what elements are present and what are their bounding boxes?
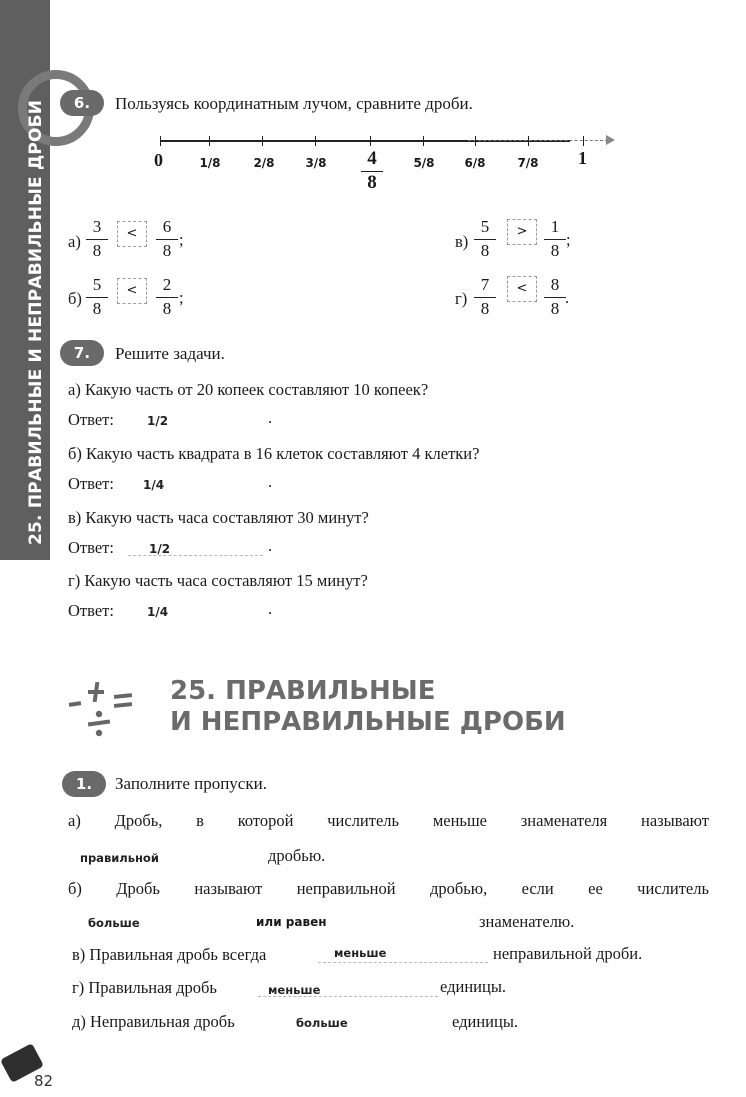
answer-v-value[interactable]: 1/2: [149, 542, 171, 556]
side-tab-text: 25. ПРАВИЛЬНЫЕ И НЕПРАВИЛЬНЫЕ ДРОБИ: [26, 99, 46, 545]
answer-label: Ответ:: [68, 538, 114, 557]
ray-tick-3: [315, 136, 316, 146]
fill-d-answer[interactable]: меньше: [268, 983, 321, 997]
fill-a-text: а) Дробь, в которой числитель меньше знаменателя называют: [68, 811, 709, 830]
item-letter: г): [455, 289, 468, 308]
task-1-title: Заполните пропуски.: [115, 774, 267, 793]
answer-end-dot: .: [268, 472, 273, 491]
fill-b-mid-text: или равен: [256, 915, 327, 929]
task-7-title: Решите задачи.: [115, 344, 225, 363]
ray-arrow-icon: [606, 135, 615, 145]
fraction-bar: [474, 297, 496, 298]
task-1-badge: 1.: [62, 771, 106, 797]
comparison-sign-box[interactable]: <: [117, 278, 147, 304]
answer-a-value[interactable]: 1/2: [147, 414, 169, 428]
fraction-bar: [86, 239, 108, 240]
ray-tick-6: [475, 136, 476, 146]
ray-tick-label: 1/8: [199, 156, 221, 170]
left-fraction: [84, 276, 110, 318]
fraction-denominator: 8: [480, 299, 490, 319]
answer-label: Ответ:: [68, 474, 114, 493]
section-title-line1: 25. ПРАВИЛЬНЫЕ: [170, 676, 436, 706]
item-end-punct: ;: [179, 230, 184, 249]
task-7-badge: 7.: [60, 340, 104, 366]
answer-label: Ответ:: [68, 601, 114, 620]
ray-tick-label: 5/8: [413, 156, 435, 170]
answer-end-dot: .: [268, 599, 273, 618]
fill-b-tail: знаменателю.: [479, 912, 575, 931]
fill-e-tail: единицы.: [452, 1012, 519, 1031]
fill-a-answer[interactable]: правильной: [80, 851, 159, 865]
ray-tick-label: 7/8: [517, 156, 539, 170]
fraction-denominator: 8: [92, 299, 102, 319]
fill-d-underline: [258, 996, 438, 997]
fill-c-underline: [318, 962, 488, 963]
ray-tick-5: [423, 136, 424, 146]
fraction-numerator: 3: [92, 217, 102, 236]
question-g: г) Какую часть часа составляют 15 минут?: [68, 571, 368, 590]
fraction-bar: [156, 297, 178, 298]
right-fraction: [154, 276, 180, 318]
answer-underline: [128, 555, 263, 556]
comparison-sign-box[interactable]: <: [507, 276, 537, 302]
fill-c-answer[interactable]: меньше: [334, 946, 387, 960]
question-v: в) Какую часть часа составляют 30 минут?: [68, 508, 369, 527]
item-end-punct: .: [565, 288, 570, 307]
answer-label: Ответ:: [68, 410, 114, 429]
item-end-punct: ;: [566, 230, 571, 249]
fraction-numerator: 1: [550, 217, 560, 236]
fraction-bar: [544, 239, 566, 240]
question-b: б) Какую часть квадрата в 16 клеток составляют 4 клетки?: [68, 444, 480, 463]
fill-d-tail: единицы.: [440, 977, 507, 996]
page-number: 82: [34, 1072, 54, 1090]
fill-d-text: г) Правильная дробь: [72, 978, 217, 997]
fraction-numerator: 5: [92, 275, 102, 294]
task-6-badge: 6.: [60, 90, 104, 116]
item-letter: б): [68, 289, 82, 308]
right-fraction: [542, 218, 568, 260]
answer-end-dot: .: [268, 408, 273, 427]
ray-start-label: 0: [154, 150, 163, 170]
fill-b-text: б) Дробь называют неправильной дробью, если ее числитель: [68, 879, 709, 898]
ray-tick-1: [209, 136, 210, 146]
fill-c-tail: неправильной дроби.: [493, 944, 643, 963]
fill-c-text: в) Правильная дробь всегда: [72, 945, 267, 964]
answer-b-value[interactable]: 1/4: [143, 478, 165, 492]
item-letter: а): [68, 232, 81, 251]
fraction-numerator: 4: [367, 148, 377, 169]
ray-end-label: 1: [578, 148, 587, 168]
ray-tick-0: [160, 136, 161, 146]
answer-end-dot: .: [268, 536, 273, 555]
ray-tick-8: [583, 136, 584, 146]
fill-b-mid: [256, 913, 327, 931]
fraction-denominator: 8: [162, 241, 172, 261]
left-fraction: [472, 218, 498, 260]
ray-tick-label: 6/8: [464, 156, 486, 170]
fraction-denominator: 8: [92, 241, 102, 261]
fraction-denominator: 8: [367, 172, 377, 194]
fraction-bar: [544, 297, 566, 298]
fraction-numerator: 2: [162, 275, 172, 294]
ray-tick-7: [528, 136, 529, 146]
fraction-bar: [156, 239, 178, 240]
fraction-numerator: 8: [550, 275, 560, 294]
answer-g-value[interactable]: 1/4: [147, 605, 169, 619]
ray-tick-2: [262, 136, 263, 146]
fraction-numerator: 6: [162, 217, 172, 236]
fraction-denominator: 8: [162, 299, 172, 319]
fraction-bar: [474, 239, 496, 240]
fill-a-tail: дробью.: [268, 846, 326, 865]
fraction-numerator: 5: [480, 217, 490, 236]
fraction-denominator: 8: [480, 241, 490, 261]
task-6-title: Пользуясь координатным лучом, сравните дроби.: [115, 94, 473, 113]
fill-b-answer1[interactable]: больше: [88, 916, 140, 930]
ray-tick-4: [370, 136, 371, 146]
left-fraction: [472, 276, 498, 318]
fraction-bar: [86, 297, 108, 298]
fraction-denominator: 8: [550, 299, 560, 319]
left-fraction: [84, 218, 110, 260]
fill-e-text: д) Неправильная дробь: [72, 1012, 235, 1031]
right-fraction: [154, 218, 180, 260]
question-a: а) Какую часть от 20 копеек составляют 10 копеек?: [68, 380, 429, 399]
fill-e-answer[interactable]: больше: [296, 1016, 348, 1030]
comparison-sign-box[interactable]: <: [117, 221, 147, 247]
fraction-denominator: 8: [550, 241, 560, 261]
ray-tick-label: 3/8: [305, 156, 327, 170]
fraction-numerator: 7: [480, 275, 490, 294]
item-end-punct: ;: [179, 288, 184, 307]
ray-highlight-fraction: [359, 150, 385, 192]
section-title-line2: И НЕПРАВИЛЬНЫЕ ДРОБИ: [170, 707, 566, 737]
ray-tick-label: 2/8: [253, 156, 275, 170]
comparison-sign-box[interactable]: >: [507, 219, 537, 245]
ray-dashed-line: [468, 140, 608, 141]
side-tab: [0, 0, 50, 560]
item-letter: в): [455, 232, 469, 251]
